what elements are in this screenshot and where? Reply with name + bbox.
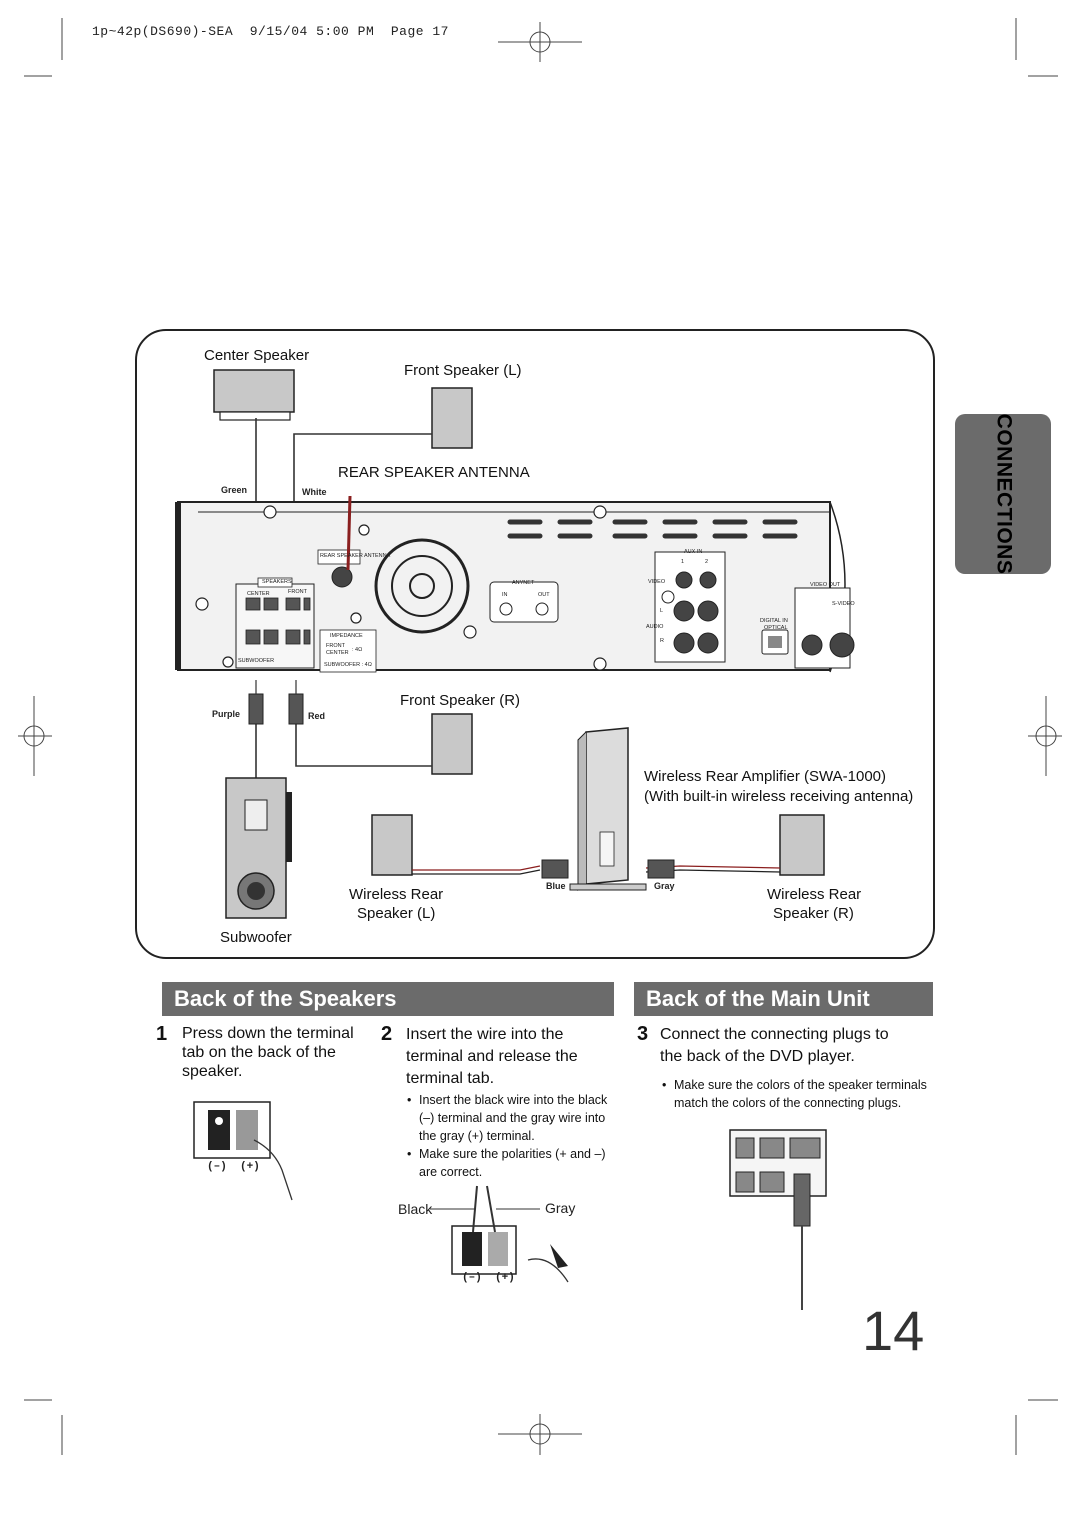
subwoofer-icon <box>226 778 292 918</box>
panel-video-out-label: VIDEO OUT <box>810 582 841 588</box>
wireless-rear-l-label-2: Speaker (L) <box>357 905 436 922</box>
panel-digital-in-label: DIGITAL IN <box>760 618 788 624</box>
panel-aux-1-label: 1 <box>681 559 685 565</box>
wire-purple-label: Purple <box>212 709 241 719</box>
polarity-label-2: (–) (+) <box>462 1272 515 1284</box>
bullet-line: the gray (+) terminal. <box>419 1129 535 1143</box>
wireless-rear-speaker-r-icon <box>780 815 824 875</box>
panel-imp-center-label: CENTER <box>326 650 349 656</box>
bullet-dot-icon: • <box>662 1078 667 1092</box>
step-1-number: 1 <box>156 1023 168 1045</box>
step-3-bullet-1 <box>662 1076 962 1112</box>
panel-in-label: IN <box>502 592 508 598</box>
panel-s-video-label: S-VIDEO <box>832 601 855 607</box>
step-1-line: Press down the terminal <box>182 1025 354 1042</box>
step-2-line: terminal tab. <box>406 1070 495 1087</box>
section-title-back-of-speakers: Back of the Speakers <box>162 982 614 1016</box>
wireless-rear-r-label-1: Wireless Rear <box>767 886 862 903</box>
panel-front-label: FRONT <box>288 589 307 595</box>
bullet-dot-icon: • <box>407 1093 412 1107</box>
panel-imp-value-label: : 4Ω <box>352 647 363 653</box>
step-3-line: Connect the connecting plugs to <box>660 1026 889 1043</box>
panel-aux-in-label: AUX IN <box>684 549 703 555</box>
wireless-amp-label-1: Wireless Rear Amplifier (SWA-1000) <box>644 768 886 785</box>
front-speaker-r-label: Front Speaker (R) <box>400 692 521 709</box>
panel-imp-sub-label: SUBWOOFER : 4Ω <box>324 662 372 668</box>
black-wire-label: Black <box>398 1201 433 1217</box>
wireless-rear-r-label-2: Speaker (R) <box>773 905 854 922</box>
step-2-text <box>406 1024 616 1090</box>
step-2-number: 2 <box>381 1023 393 1045</box>
panel-subwoofer-label: SUBWOOFER <box>238 658 275 664</box>
subwoofer-label: Subwoofer <box>220 929 292 946</box>
step-1-line: tab on the back of the <box>182 1044 336 1061</box>
step-2-line: terminal and release the <box>406 1048 578 1065</box>
wire-red-label: Red <box>308 711 326 721</box>
panel-r-label: R <box>660 638 664 644</box>
step-2-bullet-1 <box>407 1091 627 1145</box>
panel-aux-2-label: 2 <box>705 559 709 565</box>
panel-imp-front-label: FRONT <box>326 643 345 649</box>
bullet-dot-icon: • <box>407 1147 412 1161</box>
bullet-line: match the colors of the connecting plugs. <box>674 1096 902 1110</box>
wireless-rear-speaker-l-icon <box>372 815 412 875</box>
polarity-label-1: (–) (+) <box>207 1161 260 1173</box>
section-title-back-of-main-unit: Back of the Main Unit <box>634 982 933 1016</box>
panel-anynet-label: ANYNET <box>512 580 535 586</box>
step-1-text <box>182 1024 372 1081</box>
front-speaker-l-icon <box>432 388 472 448</box>
step-3-text <box>660 1024 940 1068</box>
front-speaker-l-label: Front Speaker (L) <box>404 362 522 379</box>
step-3-number: 3 <box>637 1023 649 1045</box>
bullet-line: Make sure the colors of the speaker terminals <box>674 1078 927 1092</box>
panel-optical-label: OPTICAL <box>764 625 788 631</box>
bullet-line: are correct. <box>419 1165 483 1179</box>
wire-white-label: White <box>302 487 327 497</box>
gray-wire-label: Gray <box>545 1200 576 1216</box>
front-speaker-r-icon <box>432 714 472 774</box>
bullet-line: Make sure the polarities (+ and –) <box>419 1147 606 1161</box>
panel-l-label: L <box>660 608 664 614</box>
panel-impedance-label: IMPEDANCE <box>330 633 363 639</box>
rear-speaker-antenna-label: REAR SPEAKER ANTENNA <box>338 464 530 481</box>
terminal-illustration-1 <box>194 1102 292 1200</box>
wire-blue-label: Blue <box>546 881 566 891</box>
page-number: 14 <box>862 1299 925 1362</box>
panel-rear-antenna-label: REAR SPEAKER ANTENNA <box>320 553 391 559</box>
step-3-line: the back of the DVD player. <box>660 1048 855 1065</box>
wireless-amp-label-2: (With built-in wireless receiving antenna) <box>644 788 914 805</box>
wireless-rear-l-label-1: Wireless Rear <box>349 886 444 903</box>
panel-video-label: VIDEO <box>648 579 666 585</box>
step-2-bullet-2 <box>407 1145 627 1181</box>
panel-center-label: CENTER <box>247 591 270 597</box>
wire-gray-label: Gray <box>654 881 675 891</box>
main-unit-plug-illustration <box>730 1130 826 1310</box>
panel-out-label: OUT <box>538 592 550 598</box>
print-slug: 1p~42p(DS690)-SEA 9/15/04 5:00 PM Page 17 <box>92 24 449 39</box>
wire-green-label: Green <box>221 485 248 495</box>
panel-speakers-label: SPEAKERS <box>262 579 292 585</box>
side-tab-label: CONNECTIONS <box>992 413 1015 575</box>
bullet-line: Insert the black wire into the black <box>419 1093 608 1107</box>
step-1-line: speaker. <box>182 1063 243 1080</box>
panel-audio-label: AUDIO <box>646 624 664 630</box>
center-speaker-icon <box>214 370 294 420</box>
center-speaker-label: Center Speaker <box>204 347 310 364</box>
step-2-line: Insert the wire into the <box>406 1026 564 1043</box>
bullet-line: (–) terminal and the gray wire into <box>419 1111 606 1125</box>
